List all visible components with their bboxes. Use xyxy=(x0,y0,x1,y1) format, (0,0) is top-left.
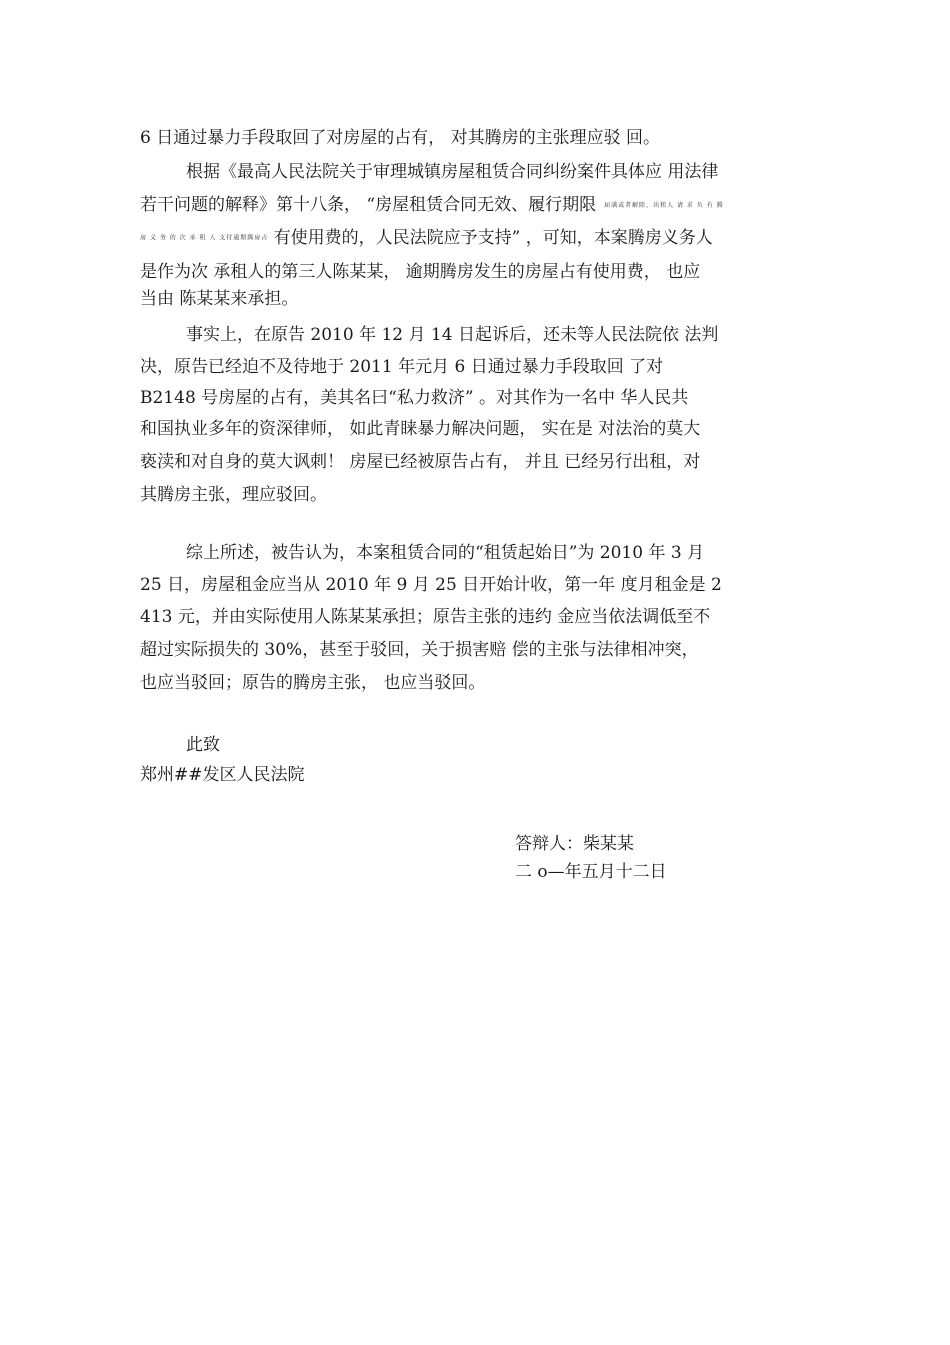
paragraph-line: 6 日通过暴力手段取回了对房屋的占有， 对其腾房的主张理应驳 回。 xyxy=(140,128,661,148)
paragraph-line: 亵渎和对自身的莫大讽刺！ 房屋已经被原告占有， 并且 已经另行出租，对 xyxy=(140,452,701,472)
signature-respondent: 答辩人：柴某某 xyxy=(515,834,634,854)
closing-salutation: 此致 xyxy=(186,735,220,755)
paragraph-line: 其腾房主张，理应驳回。 xyxy=(140,485,327,505)
paragraph-line: 决，原告已经迫不及待地于 2011 年元月 6 日通过暴力手段取回 了对 xyxy=(140,357,664,377)
paragraph-line: 综上所述，被告认为，本案租赁合同的“租赁起始日”为 2010 年 3 月 xyxy=(186,543,705,563)
paragraph-line: 413 元，并由实际使用人陈某某承担；原告主张的违约 金应当依法调低至不 xyxy=(140,607,711,627)
court-name: 郑州##发区人民法院 xyxy=(140,765,305,785)
tiny-print-text: 届满或者解除，出租人 请 求 负 有 腾 xyxy=(604,201,724,209)
paragraph-line: 25 日，房屋租金应当从 2010 年 9 月 25 日开始计收，第一年 度月租金是 2 xyxy=(140,575,722,595)
signature-date: 二 o—年五月十二日 xyxy=(515,862,667,882)
paragraph-line: 也应当驳回；原告的腾房主张， 也应当驳回。 xyxy=(140,673,486,693)
paragraph-line: 是作为次 承租人的第三人陈某某， 逾期腾房发生的房屋占有使用费， 也应 xyxy=(140,262,701,282)
paragraph-text: 有使用费的，人民法院应予支持” ，可知，本案腾房义务人 xyxy=(273,228,713,248)
paragraph-line xyxy=(140,193,820,217)
paragraph-line: 当由 陈某某来承担。 xyxy=(140,289,299,309)
paragraph-line: B2148 号房屋的占有，美其名曰“私力救济” 。对其作为一名中 华人民共 xyxy=(140,388,689,408)
paragraph-line: 事实上，在原告 2010 年 12 月 14 日起诉后，还未等人民法院依 法判 xyxy=(186,325,719,345)
paragraph-line: 根据《最高人民法院关于审理城镇房屋租赁合同纠纷案件具体应 用法律 xyxy=(186,162,719,182)
tiny-print-text: 房 义 务 的 次 承 租 人 支付逾期腾房占 xyxy=(140,234,269,242)
paragraph-line: 和国执业多年的资深律师， 如此青睐暴力解决问题， 实在是 对法治的莫大 xyxy=(140,419,701,439)
paragraph-line xyxy=(140,226,820,250)
paragraph-text: 若干问题的解释》第十八条， “房屋租赁合同无效、履行期限 xyxy=(140,195,597,215)
paragraph-line: 超过实际损失的 30%，甚至于驳回，关于损害赔 偿的主张与法律相冲突， xyxy=(140,640,699,660)
